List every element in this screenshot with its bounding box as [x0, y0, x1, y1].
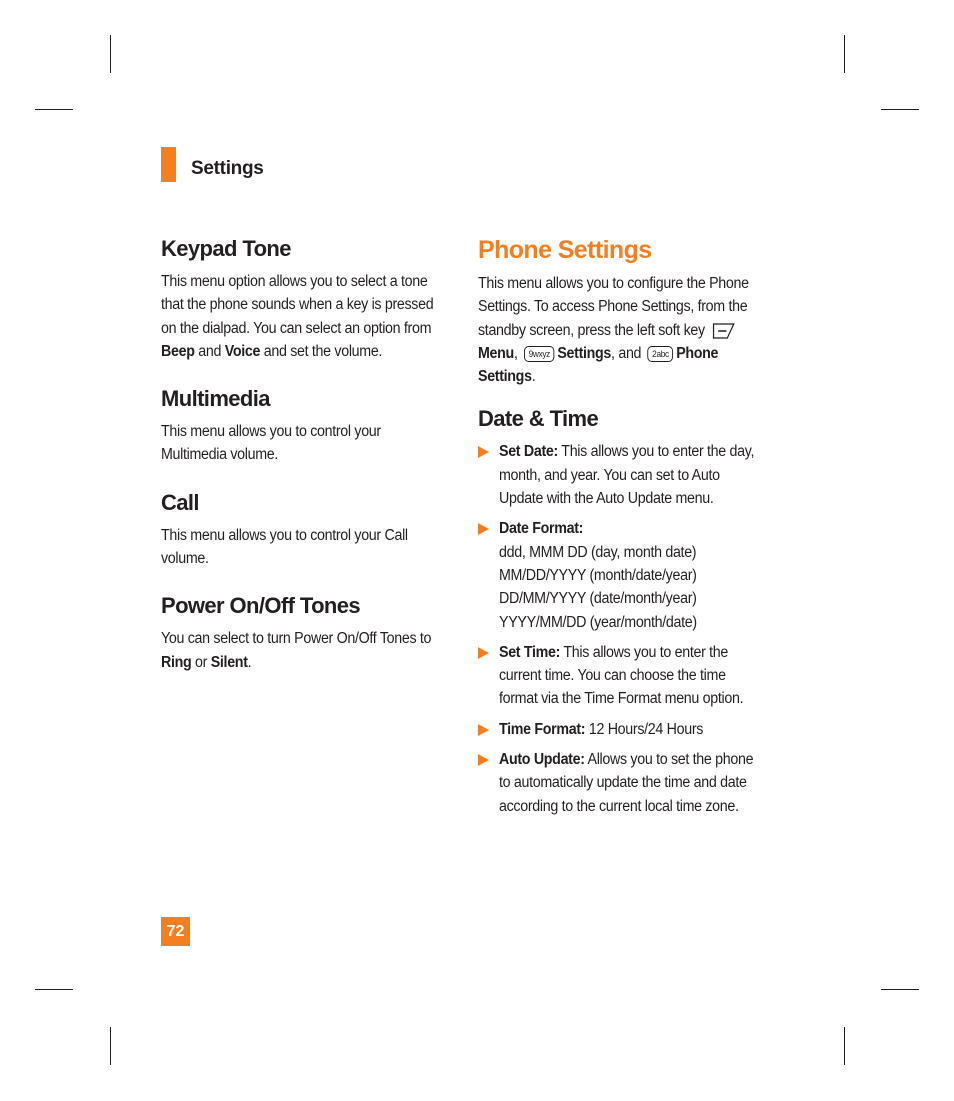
crop-mark: [110, 35, 111, 73]
bullet-arrow-icon: [478, 724, 489, 736]
key-2-icon: 2abc: [648, 346, 674, 362]
date-format-option: YYYY/MM/DD (year/month/date): [499, 613, 697, 631]
date-format-text: Date Format: ddd, MMM DD (day, month date) MM/DD/YYYY (month/date/year) DD/MM/YYYY (date/month/year) YYYY/MM/DD (year/month/date): [499, 520, 697, 631]
date-format-option: ddd, MMM DD (day, month date): [499, 543, 697, 561]
time-format-text: Time Format: 12 Hours/24 Hours: [499, 720, 704, 738]
crop-mark: [110, 1027, 111, 1065]
right-column: [478, 234, 778, 825]
set-time-text: Set Time: This allows you to enter the current time. You can choose the time format via the Time Format menu option.: [499, 643, 744, 708]
phone-settings-text: This menu allows you to configure the Phone Settings. To access Phone Settings, from the standby screen, press the left soft key Menu, 9wxyz Settings, and 2abc Phone Settings.: [478, 275, 749, 386]
set-date-item: [478, 440, 778, 510]
auto-update-text: Auto Update: Allows you to set the phone to automatically update the time and date according to the current local time zone.: [499, 751, 754, 815]
crop-mark: [881, 989, 919, 990]
bullet-arrow-icon: [478, 754, 489, 766]
left-column: [161, 234, 451, 695]
date-time-section: [478, 404, 778, 817]
phone-settings-heading: Phone Settings: [478, 236, 652, 264]
auto-update-item: [478, 748, 778, 818]
call-heading: Call: [161, 489, 199, 515]
bullet-arrow-icon: [478, 523, 489, 535]
key-9-icon: 9wxyz: [524, 346, 555, 362]
bullet-arrow-icon: [478, 446, 489, 458]
time-format-item: [478, 718, 778, 741]
power-tones-heading: Power On/Off Tones: [161, 593, 361, 619]
date-format-option: DD/MM/YYYY (date/month/year): [499, 590, 697, 608]
multimedia-section: [161, 384, 451, 467]
set-date-text: Set Date: This allows you to enter the day, month, and year. You can set to Auto Update with the Auto Update menu.: [499, 443, 755, 508]
power-tones-section: [161, 591, 451, 674]
crop-mark: [881, 109, 919, 110]
crop-mark: [844, 35, 845, 73]
multimedia-heading: Multimedia: [161, 386, 270, 412]
bullet-arrow-icon: [478, 647, 489, 659]
date-format-option: MM/DD/YYYY (month/date/year): [499, 566, 697, 584]
set-time-item: [478, 641, 778, 711]
keypad-tone-section: [161, 234, 451, 363]
keypad-tone-text: This menu option allows you to select a tone that the phone sounds when a key is pressed on the dialpad. You can select an option from Beep and Voice and set the volume.: [161, 273, 434, 360]
section-marker: [161, 147, 176, 182]
power-tones-text: You can select to turn Power On/Off Tones to Ring or Silent.: [161, 630, 432, 671]
crop-mark: [35, 109, 73, 110]
left-soft-key-icon: [711, 323, 735, 339]
phone-settings-section: [478, 234, 778, 388]
crop-mark: [35, 989, 73, 990]
call-text: This menu allows you to control your Call volume.: [161, 526, 408, 568]
crop-mark: [844, 1027, 845, 1065]
section-title: Settings: [191, 158, 264, 179]
date-time-heading: Date & Time: [478, 406, 599, 432]
date-format-item: [478, 517, 778, 633]
multimedia-text: This menu allows you to control your Multimedia volume.: [161, 423, 381, 464]
page-number: 72: [161, 917, 190, 946]
keypad-tone-heading: Keypad Tone: [161, 236, 291, 261]
call-section: [161, 488, 451, 571]
